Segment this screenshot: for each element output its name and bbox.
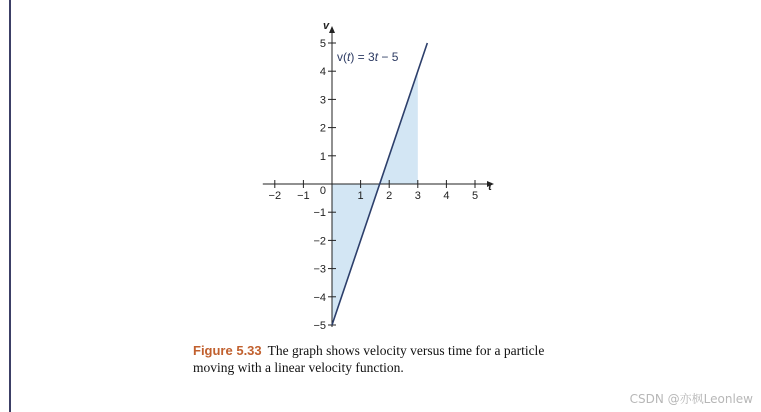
x-axis-label: t	[488, 181, 492, 193]
y-tick-label: 4	[319, 66, 326, 79]
x-tick-label: −2	[268, 190, 282, 202]
y-tick-label: 2	[319, 122, 326, 135]
figure-caption	[193, 342, 553, 376]
equation-part: v(	[337, 50, 347, 64]
equation-label	[337, 50, 399, 64]
x-tick-label: 4	[443, 190, 450, 202]
y-tick-label: −3	[313, 263, 326, 276]
equation-part: t	[347, 50, 351, 64]
x-tick-label: 3	[414, 190, 421, 202]
watermark: CSDN @亦枫Leonlew	[629, 392, 753, 406]
y-tick-label: 3	[319, 94, 326, 107]
caption-label: Figure 5.33	[193, 343, 262, 358]
y-tick-label: −4	[313, 291, 326, 304]
equation-part: t	[374, 50, 379, 64]
x-tick-label: 5	[471, 190, 479, 202]
axes	[263, 26, 494, 327]
y-tick-label: 5	[319, 38, 326, 50]
origin-label: 0	[319, 185, 326, 197]
y-tick-label: 1	[319, 150, 326, 163]
x-tick-label: 1	[357, 190, 364, 202]
equation-part: − 5	[378, 50, 399, 64]
x-tick-label: 2	[386, 190, 393, 202]
y-tick-label: −1	[313, 207, 326, 220]
y-tick-label: −5	[313, 320, 326, 332]
y-tick-label: −2	[313, 235, 326, 248]
y-axis-arrow	[329, 26, 335, 33]
equation-part: ) = 3	[350, 50, 375, 64]
y-axis-label: v	[322, 20, 330, 32]
x-tick-label: −1	[297, 190, 310, 202]
caption-text: The graph shows velocity versus time for a particle moving with a linear velocity function.	[193, 343, 545, 375]
